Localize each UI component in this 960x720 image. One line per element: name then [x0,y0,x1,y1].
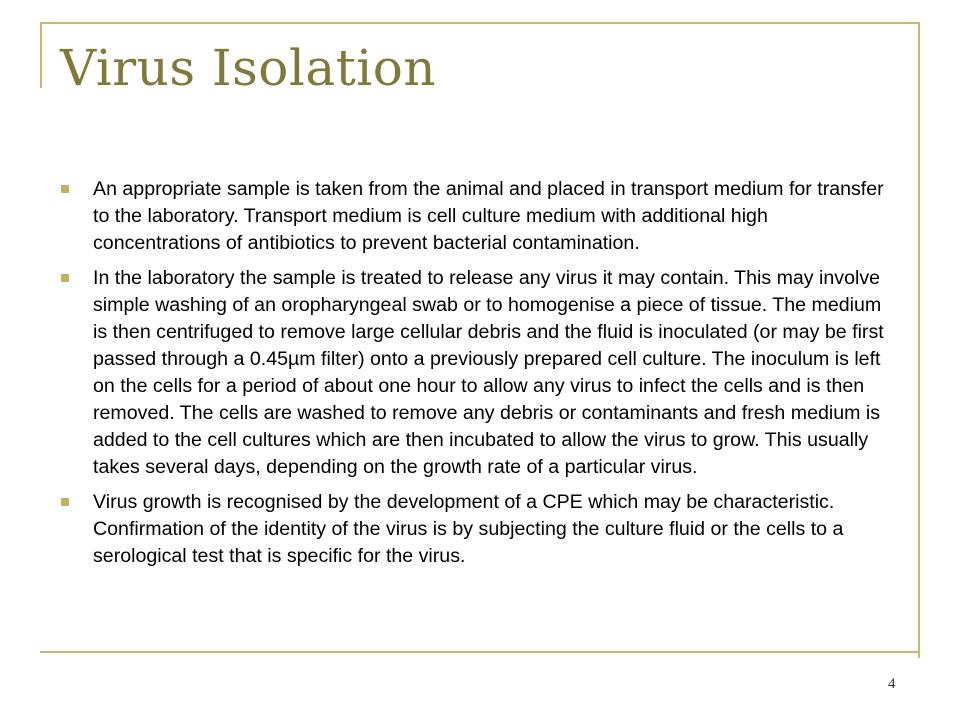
square-bullet-icon [61,185,69,193]
frame-rule-left [40,22,42,88]
page-number: 4 [888,676,896,692]
bullet-text: Virus growth is recognised by the development of a CPE which may be characteristic. Confirmation of the identity of the virus is by subjecting the culture fluid or the cells to a serological test that is specific for the virus. [93,491,844,567]
bullet-item [60,489,890,570]
slide-title: Virus Isolation [60,39,437,97]
bullet-list [60,176,890,578]
frame-rule-right [918,22,920,658]
square-bullet-icon [61,498,69,506]
bullet-text: An appropriate sample is taken from the animal and placed in transport medium for transfer to the laboratory. Transport medium is cell culture medium with additional high concentrations of antibiotics to prevent bacterial contamination. [93,178,884,254]
frame-rule-bottom [40,651,920,653]
frame-rule-top [40,22,920,24]
bullet-item [60,176,890,257]
bullet-text: In the laboratory the sample is treated to release any virus it may contain. This may involve simple washing of an oropharyngeal swab or to homogenise a piece of tissue. The medium is then centrifuged to remove large cellular debris and the fluid is inoculated (or may be first passed through a 0.45µm filter) onto a previously prepared cell culture. The inoculum is left on the cells for a period of about one hour to allow any virus to infect the cells and is then removed. The cells are washed to remove any debris or contaminants and fresh medium is added to the cell cultures which are then incubated to allow the virus to grow. This usually takes several days, depending on the growth rate of a particular virus. [93,267,884,478]
square-bullet-icon [61,274,69,282]
bullet-item [60,265,890,481]
